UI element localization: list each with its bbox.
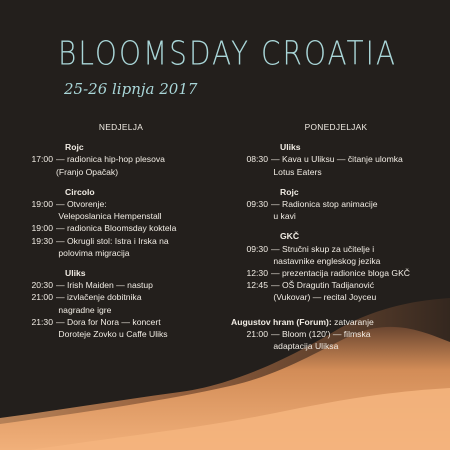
event-time: 12:45 bbox=[246, 280, 268, 291]
day-heading: NEDJELJA bbox=[98, 122, 144, 132]
closing-venue-heading bbox=[231, 316, 441, 328]
event-description: — Irish Maiden — nastup bbox=[56, 280, 153, 291]
event-time: 21:00 bbox=[31, 292, 53, 303]
event-dates: 25-26 lipnja 2017 bbox=[64, 80, 198, 98]
event-description: — izvlačenje dobitnika nagradne igre bbox=[56, 292, 142, 315]
event-row bbox=[231, 328, 441, 352]
event-time: 19:00 bbox=[31, 199, 53, 210]
event-description: — Stručni skup za učitelje i nastavnike engleskog jezika bbox=[271, 243, 381, 266]
event-row bbox=[16, 222, 226, 234]
venue-heading: Uliks bbox=[65, 268, 86, 279]
event-row bbox=[231, 153, 441, 177]
event-time: 17:00 bbox=[31, 154, 53, 165]
event-time: 19:30 bbox=[31, 235, 53, 246]
event-time: 12:30 bbox=[246, 268, 268, 279]
day-heading: PONEDJELJAK bbox=[304, 122, 368, 132]
event-description: — radionica Bloomsday koktela bbox=[56, 223, 177, 234]
event-row bbox=[16, 316, 226, 340]
event-row bbox=[16, 198, 226, 222]
event-time: 08:30 bbox=[246, 154, 268, 165]
event-time: 19:00 bbox=[31, 223, 53, 234]
venue-heading: Uliks bbox=[280, 142, 301, 153]
event-row bbox=[16, 153, 226, 177]
event-row bbox=[16, 279, 226, 291]
closing-venue-name: Augustov hram (Forum): bbox=[231, 316, 332, 327]
venue-heading: Rojc bbox=[280, 186, 299, 197]
event-row bbox=[231, 198, 441, 222]
page-title: BLOOMSDAY CROATIA bbox=[58, 34, 398, 73]
venue-heading: GKČ bbox=[280, 231, 300, 242]
event-row bbox=[16, 235, 226, 259]
closing-label: zatvaranje bbox=[331, 316, 374, 327]
event-description: — Bloom (120') — filmska adaptacija Uliksa bbox=[271, 328, 371, 352]
event-description: — Kava u Uliksu — čitanje ulomka Lotus Eaters bbox=[271, 154, 403, 177]
event-description: — Radionica stop animacije u kavi bbox=[271, 199, 378, 222]
event-description: — Otvorenje: Veleposlanica Hempenstall bbox=[56, 199, 162, 222]
venue-heading: Circolo bbox=[65, 186, 95, 197]
event-time: 09:30 bbox=[246, 199, 268, 210]
event-description: — radionica hip-hop plesova (Franjo Opačak) bbox=[56, 154, 165, 177]
event-description: — prezentacija radionice bloga GKČ bbox=[271, 268, 411, 279]
event-row bbox=[16, 291, 226, 315]
schedule-day-sunday bbox=[16, 121, 226, 340]
event-row bbox=[231, 279, 441, 303]
event-row bbox=[231, 243, 441, 267]
event-time: 21:00 bbox=[246, 328, 268, 339]
event-time: 20:30 bbox=[31, 280, 53, 291]
venue-heading: Rojc bbox=[65, 142, 84, 153]
schedule-day-monday bbox=[231, 121, 441, 352]
event-row bbox=[231, 267, 441, 279]
event-time: 21:30 bbox=[31, 316, 53, 327]
event-description: — Okrugli stol: Istra i Irska na polovima migracija bbox=[56, 235, 169, 258]
event-description: — Dora for Nora — koncert Doroteje Zovko u Caffe Uliks bbox=[56, 316, 168, 340]
event-time: 09:30 bbox=[246, 243, 268, 254]
event-description: — OŠ Dragutin Tadijanović (Vukovar) — recital Joyceu bbox=[271, 280, 377, 303]
